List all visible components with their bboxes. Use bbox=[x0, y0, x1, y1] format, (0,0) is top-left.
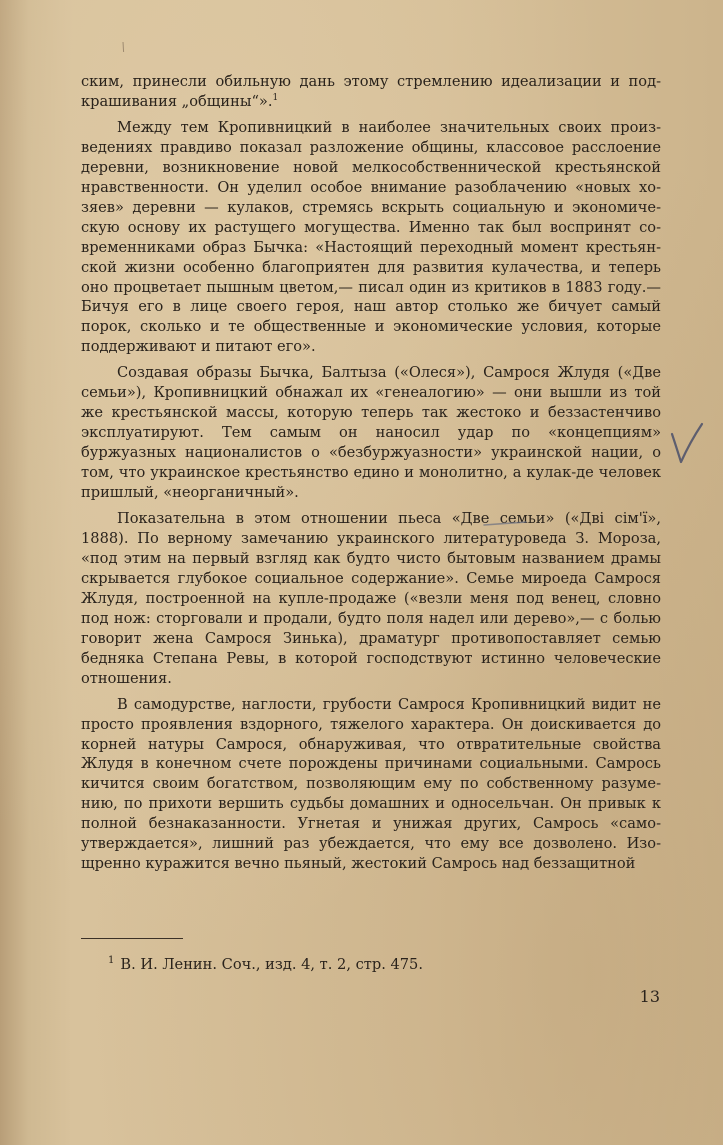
paragraph: Создавая образы Бычка, Балтыза («Олеся»), Самрося Жлудя («Две семьи»), Кропивницкий обнажал их «генеалогию» — они вышли из той же крестьянской массы, которую теперь так жестоко и беззастенчиво эксплуатируют. Тем самым он наносил удар по «концепциям» буржуазных националистов о «безбуржуазности» украинской нации, о том, что украинское крестьянство едино и монолитно, а кулак-де человек пришлый, «неорганичный». bbox=[81, 364, 661, 502]
pencil-tick-mark bbox=[120, 40, 126, 70]
pencil-check-mark-icon bbox=[666, 418, 706, 478]
footnote bbox=[108, 955, 648, 975]
footnote-mark: 1 bbox=[108, 955, 115, 967]
paragraph: В самодурстве, наглости, грубости Самрося Кропивницкий видит не просто проявления вздорного, тяжелого характера. Он доискивается до корней натуры Самрося, обнаруживая, что отвратительные свойства Жлудя в конечном счете порождены причинами социальными. Самрось кичится своим богатством, позволяющим ему по собственному разумению, по прихоти вершить судьбы домашних и односельчан. Он привык к полной безнаказанности. Угнетая и унижая других, Самрось «самоутверждается», лишний раз убеждается, что ему все дозволено. Изощренно куражится вечно пьяный, жестокий Самрось над беззащитной bbox=[81, 695, 661, 873]
footnote-reference: 1 bbox=[272, 93, 279, 104]
footnote-divider bbox=[81, 938, 183, 939]
main-text bbox=[81, 72, 661, 874]
paragraph: Показательна в этом отношении пьеса «Две семьи» («Дві сім'ї», 1888). По верному замечанию украинского литературоведа З. Мороза, «под этим на первый взгляд как будто чисто бытовым названием драмы скрывается глубокое социальное содержание». Семье мироеда Самрося Жлудя, построенной на купле-продаже («везли меня под венец, словно под нож: сторговали и продали, будто поля надел или дерево»,— с болью говорит жена Самрося Зинька), драматург противопоставляет семью бедняка Степана Ревы, в которой господствуют истинно человеческие отношения. bbox=[81, 510, 661, 687]
page-number: 13 bbox=[639, 987, 660, 1006]
footnote-text: В. И. Ленин. Соч., изд. 4, т. 2, стр. 475. bbox=[120, 956, 423, 973]
paragraph-text: ским, принесли обильную дань этому стремлению идеализации и подкрашивания „общины“». bbox=[81, 73, 661, 110]
paragraph-continuation bbox=[81, 72, 661, 112]
pencil-dash-mark bbox=[480, 517, 530, 529]
paragraph: Между тем Кропивницкий в наиболее значительных своих произведениях правдиво показал разложение общины, классовое расслоение деревни, возникновение новой мелкособственнической крестьянской нравственности. Он уделил особое внимание разоблачению «новых хозяев» деревни — кулаков, стремясь вскрыть социальную и экономическую основу их растущего могущества. Именно так был воспринят современниками образ Бычка: «Настоящий переходный момент крестьянской жизни особенно благоприятен для развития кулачества, и теперь оно процветает пышным цветом,— писал один из критиков в 1883 году.— Бичуя его в лице своего героя, наш автор столько же бичует самый порок, сколько и те общественные и экономические условия, которые поддерживают и питают его». bbox=[81, 118, 661, 356]
